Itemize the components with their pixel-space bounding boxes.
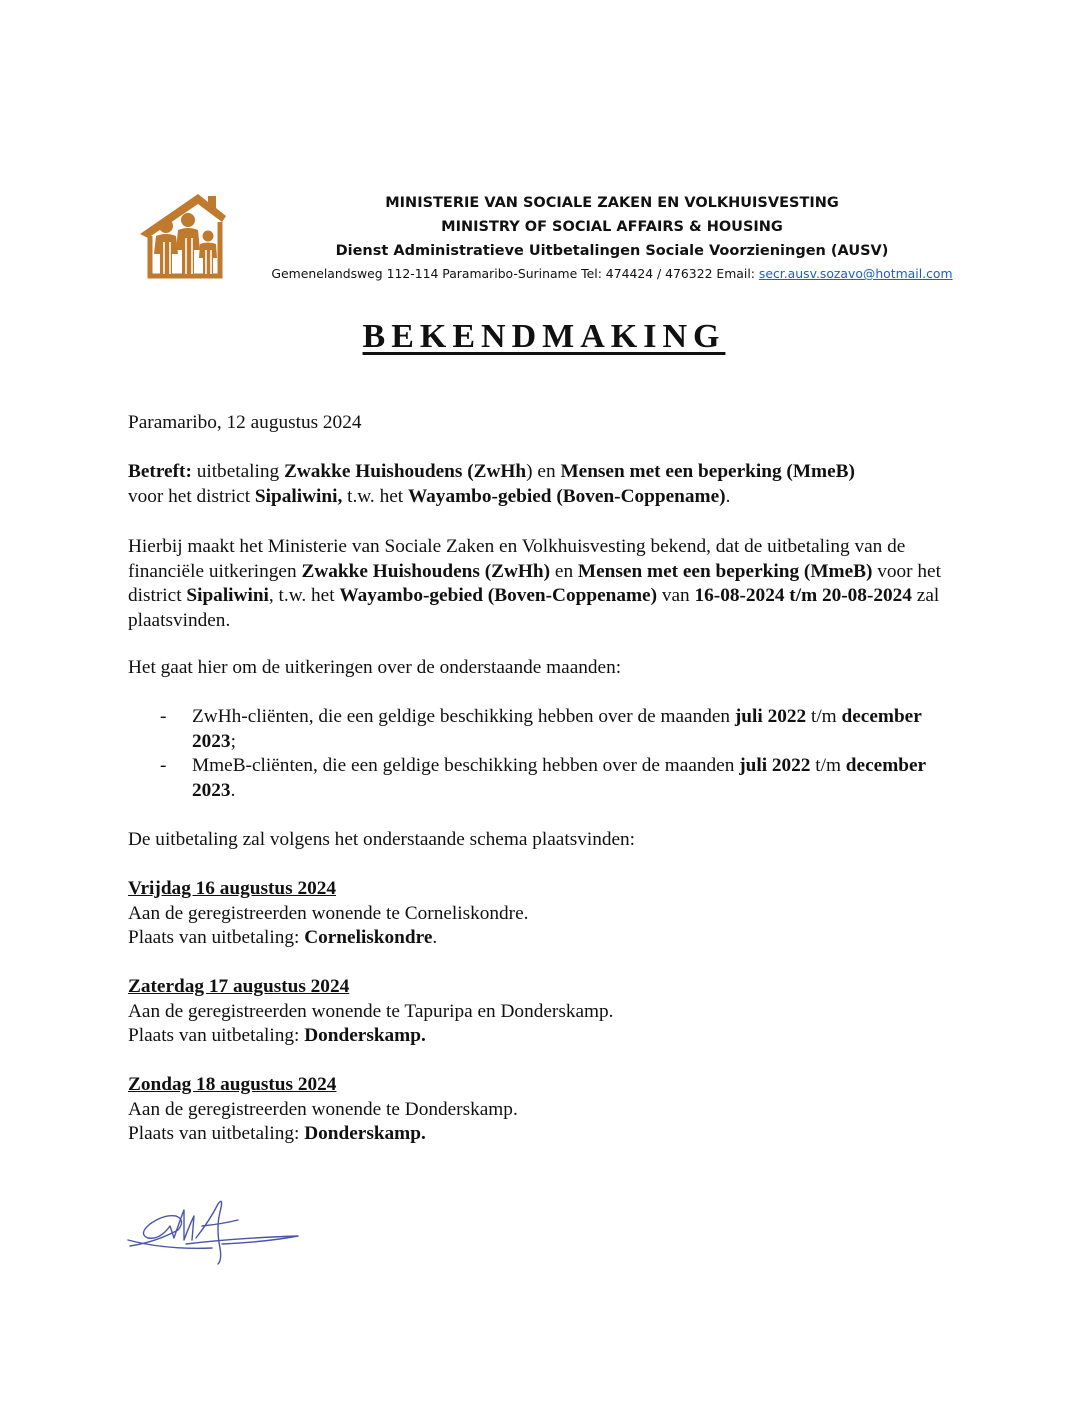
schedule-place: Donderskamp. xyxy=(304,1123,426,1144)
subject-bold: Mensen met een beperking (MmeB) xyxy=(560,461,855,482)
subject-bold: Zwakke Huishoudens (ZwHh xyxy=(283,461,527,482)
list-item xyxy=(128,754,948,803)
months-list xyxy=(128,705,948,803)
paragraph-bold: Zwakke Huishoudens (ZwHh) xyxy=(301,560,551,582)
schedule-day: Zondag 18 augustus 2024 xyxy=(128,1074,337,1095)
subject-text: uitbetaling xyxy=(191,461,284,482)
schedule-day: Zaterdag 17 augustus 2024 xyxy=(128,976,350,997)
list-text: ; xyxy=(230,730,236,752)
list-dash: - xyxy=(160,755,167,776)
subject-text: . xyxy=(725,485,731,507)
paragraph-bold: Wayambo-gebied (Boven-Coppename) xyxy=(339,585,658,606)
subject-text: t.w. het xyxy=(342,485,408,507)
list-dash: - xyxy=(160,706,167,727)
schedule-day: Vrijdag 16 augustus 2024 xyxy=(128,878,337,899)
address-text: Gemenelandsweg 112-114 Paramaribo-Suriname Tel: 474424 / 476322 Email: xyxy=(271,266,759,281)
subject-text: ) en xyxy=(526,461,561,482)
list-text: . xyxy=(230,779,236,801)
schedule-place-label: Plaats van uitbetaling: xyxy=(128,1025,305,1046)
list-text: MmeB-cliënten, die een geldige beschikking hebben over de maanden xyxy=(192,755,740,776)
schedule-line: Aan de geregistreerden wonende te Donderskamp. xyxy=(128,1098,518,1120)
list-bold: juli 2022 xyxy=(734,706,807,727)
paragraph-text: zal plaatsvinden. xyxy=(128,585,940,631)
address-line xyxy=(240,264,984,284)
schedule-line: Aan de geregistreerden wonende te Tapuripa en Donderskamp. xyxy=(128,1000,614,1022)
subject-text: voor het district xyxy=(128,485,255,507)
subject-bold: Sipaliwini, xyxy=(254,485,343,507)
list-bold: december 2023 xyxy=(192,755,926,801)
ministry-name-dutch: MINISTERIE VAN SOCIALE ZAKEN EN VOLKHUISVESTING xyxy=(385,195,839,211)
schedule-item xyxy=(128,975,948,1049)
paragraph-text: van xyxy=(657,585,695,606)
paragraph-text: , t.w. het xyxy=(268,585,340,606)
schedule-place-label: Plaats van uitbetaling: xyxy=(128,1123,305,1144)
schedule-place: Corneliskondre xyxy=(304,927,433,948)
schedule-item xyxy=(128,1073,948,1147)
list-text: ZwHh-cliënten, die een geldige beschikking hebben over de maanden xyxy=(192,706,735,727)
page-title: BEKENDMAKING xyxy=(362,318,726,355)
family-house-logo-icon xyxy=(136,192,228,280)
date-line: Paramaribo, 12 augustus 2024 xyxy=(128,412,362,433)
schedule-place-end: . xyxy=(432,927,438,948)
paragraph-text: en xyxy=(550,560,578,582)
list-text: t/m xyxy=(810,755,846,776)
paragraph-bold: Sipaliwini xyxy=(186,585,269,606)
schedule-place: Donderskamp. xyxy=(304,1025,426,1046)
schedule-item xyxy=(128,877,948,951)
email-link[interactable]: secr.ausv.sozavo@hotmail.com xyxy=(758,266,953,281)
subject-paragraph xyxy=(128,460,948,509)
paragraph-text: voor het district xyxy=(128,560,941,606)
list-bold: december 2023 xyxy=(192,706,922,752)
paragraph-text: Hierbij maakt het Ministerie van Sociale Zaken en Volkhuisvesting bekend, dat de uitbetaling van de financiële uitkeringen xyxy=(128,536,906,582)
service-name: Dienst Administratieve Uitbetalingen Sociale Voorzieningen (AUSV) xyxy=(335,243,889,259)
list-bold: juli 2022 xyxy=(739,755,811,776)
announcement-paragraph xyxy=(128,535,948,633)
subject-label: Betreft: xyxy=(128,461,192,482)
paragraph-bold: 16-08-2024 t/m 20-08-2024 xyxy=(694,585,912,606)
ministry-name-english: MINISTRY OF SOCIAL AFFAIRS & HOUSING xyxy=(441,219,783,235)
paragraph-bold: Mensen met een beperking (MmeB) xyxy=(577,560,873,582)
handwritten-signature-icon xyxy=(126,1190,302,1268)
schedule-line: Aan de geregistreerden wonende te Corneliskondre. xyxy=(128,902,529,924)
schedule-place-label: Plaats van uitbetaling: xyxy=(128,927,305,948)
months-intro: Het gaat hier om de uitkeringen over de onderstaande maanden: xyxy=(128,657,622,678)
list-item xyxy=(128,705,948,754)
list-text: t/m xyxy=(806,706,842,727)
subject-bold: Wayambo-gebied (Boven-Coppename) xyxy=(407,485,726,507)
schedule-intro: De uitbetaling zal volgens het onderstaande schema plaatsvinden: xyxy=(128,829,636,850)
